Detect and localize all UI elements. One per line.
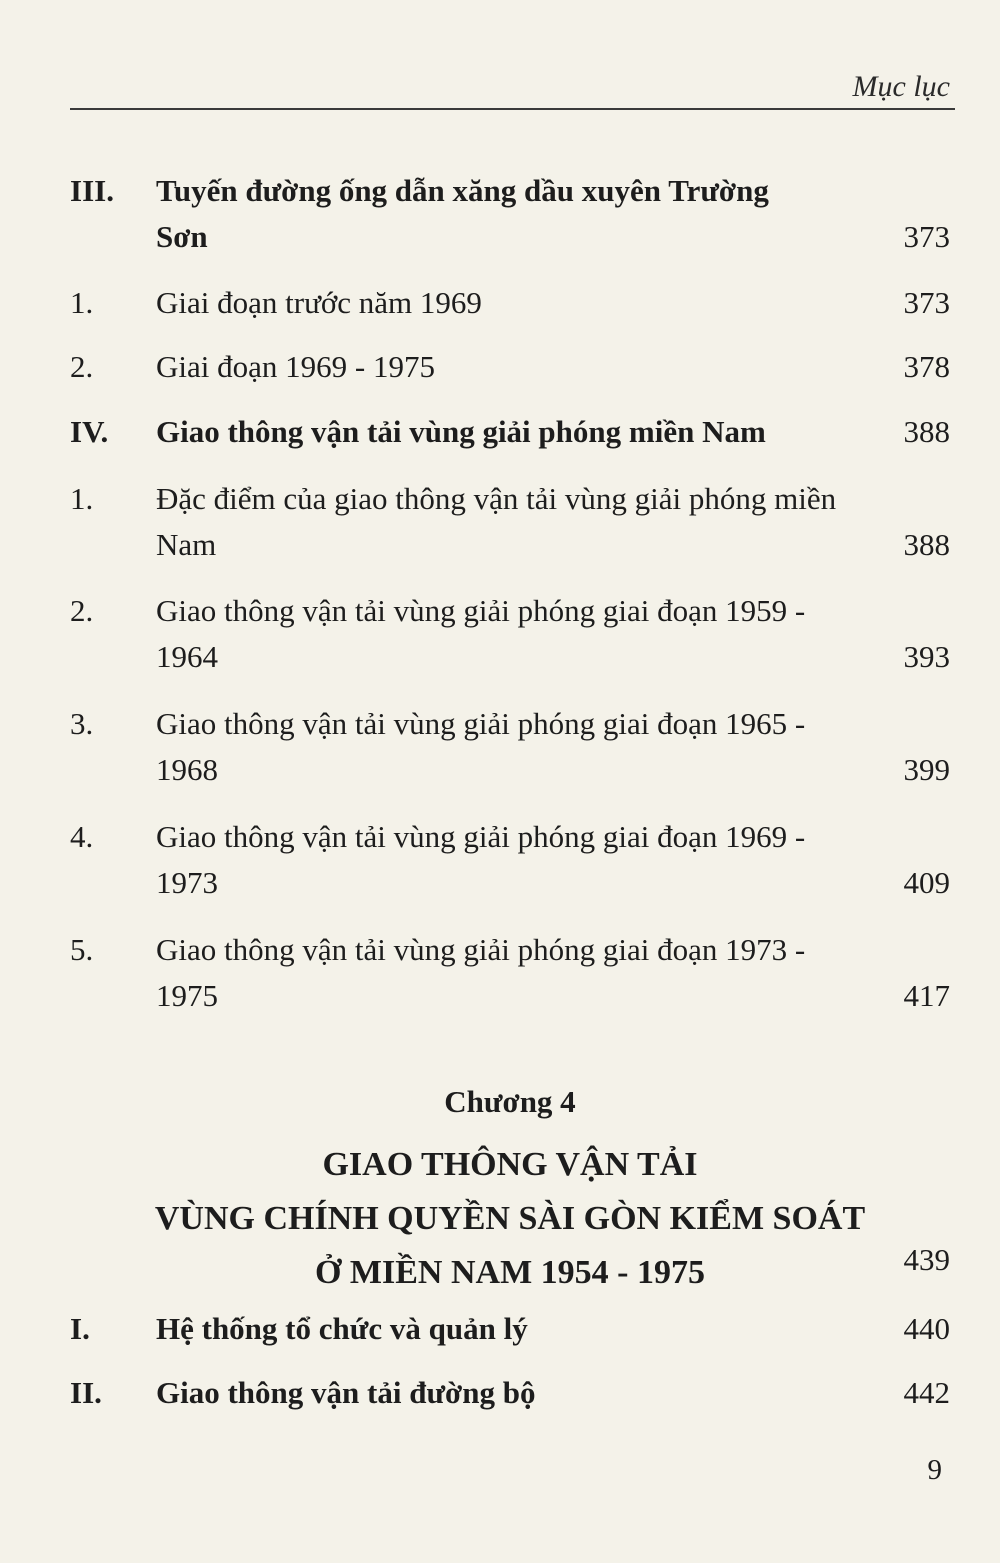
entry-page: 442 <box>903 1375 950 1410</box>
entry-page: 409 <box>903 865 950 900</box>
entry-title: Giao thông vận tải vùng giải phóng giai đoạn 1965 - 1968 <box>156 706 806 787</box>
chapter-page: 439 <box>903 1242 950 1277</box>
entry-title: Giai đoạn 1969 - 1975 <box>156 349 435 384</box>
entry-title: Giai đoạn trước năm 1969 <box>156 285 482 320</box>
toc-entry-ii <box>70 1370 950 1416</box>
entry-page: 388 <box>903 414 950 449</box>
entry-page: 399 <box>903 752 950 787</box>
toc-entry-iv-3 <box>70 701 950 793</box>
entry-page: 388 <box>903 527 950 562</box>
toc-entry-iv-1 <box>70 476 950 568</box>
toc-entry-iii <box>70 168 950 260</box>
chapter-title-line: VÙNG CHÍNH QUYỀN SÀI GÒN KIỂM SOÁT <box>154 1200 866 1237</box>
entry-number: III. <box>70 173 114 208</box>
toc-entry-iv-5 <box>70 927 950 1019</box>
toc-entry-iii-1 <box>70 280 950 326</box>
footer-page-number: 9 <box>927 1454 942 1486</box>
entry-number: 2. <box>70 593 94 628</box>
entry-title: Đặc điểm của giao thông vận tải vùng giải phóng miền Nam <box>156 481 837 562</box>
running-head: Mục lục <box>852 70 950 103</box>
toc-entry-i <box>70 1306 950 1352</box>
toc-entry-iii-2 <box>70 344 950 390</box>
header-rule <box>70 108 955 110</box>
entry-title: Giao thông vận tải vùng giải phóng miền Nam <box>156 414 766 449</box>
chapter-title <box>70 1138 950 1300</box>
entry-number: 3. <box>70 706 94 741</box>
entry-number: II. <box>70 1375 102 1410</box>
entry-number: I. <box>70 1311 90 1346</box>
entry-title: Giao thông vận tải vùng giải phóng giai đoạn 1969 - 1973 <box>156 819 806 900</box>
entry-number: IV. <box>70 414 109 449</box>
entry-page: 373 <box>903 285 950 320</box>
entry-page: 378 <box>903 349 950 384</box>
toc-entry-iv-4 <box>70 814 950 906</box>
entry-page: 440 <box>903 1311 950 1346</box>
entry-number: 1. <box>70 481 94 516</box>
toc-entry-iv-2 <box>70 588 950 680</box>
chapter-label: Chương 4 <box>444 1084 576 1119</box>
toc-entry-iv <box>70 409 950 455</box>
entry-title: Giao thông vận tải đường bộ <box>156 1375 536 1410</box>
entry-title: Giao thông vận tải vùng giải phóng giai đoạn 1973 - 1975 <box>156 932 806 1013</box>
entry-number: 5. <box>70 932 94 967</box>
entry-number: 2. <box>70 349 94 384</box>
entry-number: 1. <box>70 285 94 320</box>
entry-title: Hệ thống tổ chức và quản lý <box>156 1311 528 1346</box>
entry-page: 417 <box>903 978 950 1013</box>
entry-number: 4. <box>70 819 94 854</box>
entry-page: 373 <box>903 219 950 254</box>
chapter-title-line: Ở MIỀN NAM 1954 - 1975 <box>314 1254 706 1291</box>
entry-page: 393 <box>903 639 950 674</box>
entry-title: Giao thông vận tải vùng giải phóng giai đoạn 1959 - 1964 <box>156 593 806 674</box>
chapter-title-line: GIAO THÔNG VẬN TẢI <box>322 1146 698 1183</box>
entry-title: Tuyến đường ống dẫn xăng dầu xuyên Trường Sơn <box>156 173 769 254</box>
